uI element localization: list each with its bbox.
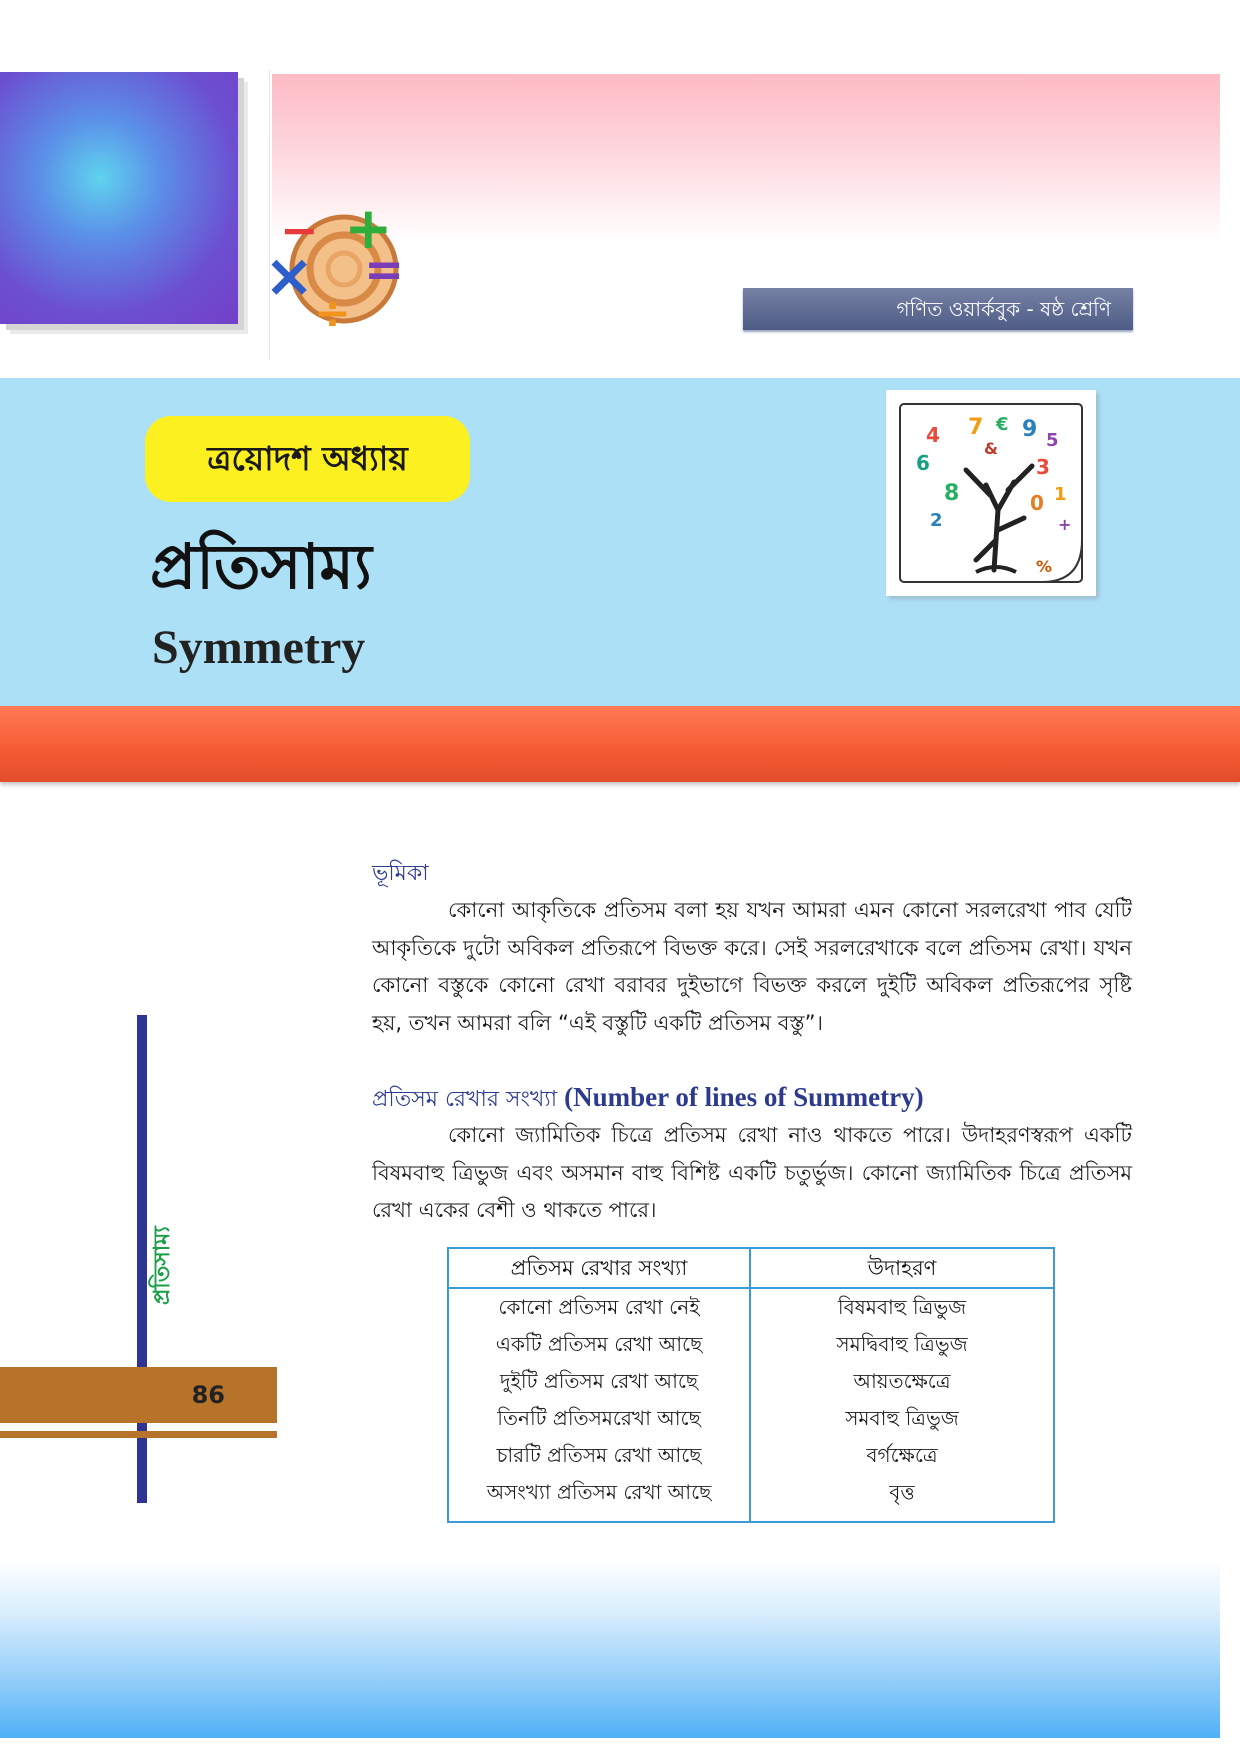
symmetry-lines-heading-en: (Number of lines of Summetry): [564, 1082, 924, 1112]
table-header-count: প্রতিসম রেখার সংখ্যা: [510, 1256, 688, 1280]
tree-digit: 8: [944, 481, 960, 506]
number-tree-icon: [886, 390, 1096, 596]
tree-digit: 4: [926, 423, 940, 447]
header-purple-square: [0, 72, 238, 324]
tree-digit: +: [1058, 515, 1072, 534]
table-header-example: উদাহরণ: [867, 1256, 937, 1280]
tree-digit: 2: [930, 510, 943, 531]
intro-paragraph: কোনো আকৃতিকে প্রতিসম বলা হয় যখন আমরা এমন কোনো সরলরেখা পাব যেটি আকৃতিকে দুটো অবিকল প্রতিরূপে বিভক্ত করে। সেই সরলরেখাকে বলে প্রতিসম রেখা। যখন কোনো বস্তুকে কোনো রেখা বরাবর দুইভাগে বিভক্ত করলে দুইটি অবিকল প্রতিরূপের সৃষ্টি হয়, তখন আমরা বলি “এই বস্তুটি একটি প্রতিসম বস্তু”।: [372, 898, 1132, 1035]
logo-minus-icon: −: [280, 204, 319, 257]
tree-digit: %: [1036, 557, 1053, 576]
tree-digit: 9: [1022, 417, 1038, 442]
table-row: [449, 1326, 1053, 1363]
table-cell-example: সমদ্বিবাহু ত্রিভুজ: [836, 1332, 968, 1356]
tree-digit: €: [996, 414, 1009, 435]
page-number-box: 86: [0, 1367, 277, 1423]
symmetry-lines-heading: [372, 1082, 924, 1119]
logo-equals-icon: =: [364, 242, 405, 298]
table-row: [449, 1474, 1053, 1511]
number-tree-illustration: [886, 390, 1096, 596]
symmetry-lines-heading-bn: প্রতিসম রেখার সংখ্যা: [372, 1087, 558, 1112]
logo-divide-icon: ÷: [314, 288, 351, 334]
table-cell-example: সমবাহু ত্রিভুজ: [845, 1406, 959, 1430]
logo-plus-icon: +: [344, 204, 393, 262]
chapter-title-bengali: প্রতিসাম্য: [150, 530, 372, 603]
tree-digit: 5: [1046, 430, 1059, 451]
tree-digit: 6: [916, 451, 930, 475]
table-row: [449, 1400, 1053, 1437]
logo-multiply-icon: ×: [264, 241, 315, 311]
table-cell-example: বিষমবাহু ত্রিভুজ: [837, 1295, 967, 1319]
table-cell-count: দুইটি প্রতিসম রেখা আছে: [499, 1369, 699, 1393]
chapter-number-pill: ত্রয়োদশ অধ্যায়: [145, 416, 470, 502]
math-symbols-logo-icon: [264, 204, 414, 334]
tree-digit: 1: [1054, 484, 1067, 505]
tree-digit: 3: [1036, 455, 1050, 479]
header-pink-band: [272, 74, 1220, 242]
table-cell-example: আয়তক্ষেত্রে: [853, 1369, 951, 1393]
table-row: [449, 1437, 1053, 1474]
table-cell-count: কোনো প্রতিসম রেখা নেই: [498, 1295, 700, 1319]
tree-digit: 7: [968, 415, 984, 440]
page-number-underline: [0, 1431, 277, 1438]
tree-digit: &: [984, 439, 998, 458]
symmetry-table: [447, 1247, 1055, 1523]
table-cell-example: বৃত্ত: [889, 1480, 915, 1504]
table-cell-count: তিনটি প্রতিসমরেখা আছে: [497, 1406, 701, 1430]
tree-digit: 0: [1030, 491, 1044, 515]
intro-heading: ভূমিকা: [372, 861, 429, 886]
table-row: [449, 1289, 1053, 1326]
table-cell-count: অসংখ্যা প্রতিসম রেখা আছে: [486, 1480, 712, 1504]
sidebar-chapter-label: প্রতিসাম্য: [150, 1226, 175, 1305]
symmetry-lines-paragraph: কোনো জ্যামিতিক চিত্রে প্রতিসম রেখা নাও থাকতে পারে। উদাহরণস্বরূপ একটি বিষমবাহু ত্রিভুজ এবং অসমান বাহু বিশিষ্ট একটি চতুর্ভুজ। কোনো জ্যামিতিক চিত্রে প্রতিসম রেখা একের বেশী ও থাকতে পারে।: [372, 1123, 1132, 1222]
chapter-title-english: Symmetry: [152, 621, 366, 674]
footer-gradient-band: [0, 1560, 1220, 1738]
table-cell-count: একটি প্রতিসম রেখা আছে: [495, 1332, 703, 1356]
table-row: [449, 1363, 1053, 1400]
orange-divider-band: [0, 706, 1240, 782]
workbook-label: গণিত ওয়ার্কবুক - ষষ্ঠ শ্রেণি: [743, 288, 1133, 330]
table-cell-example: বর্গক্ষেত্রে: [866, 1443, 938, 1467]
table-cell-count: চারটি প্রতিসম রেখা আছে: [496, 1443, 702, 1467]
